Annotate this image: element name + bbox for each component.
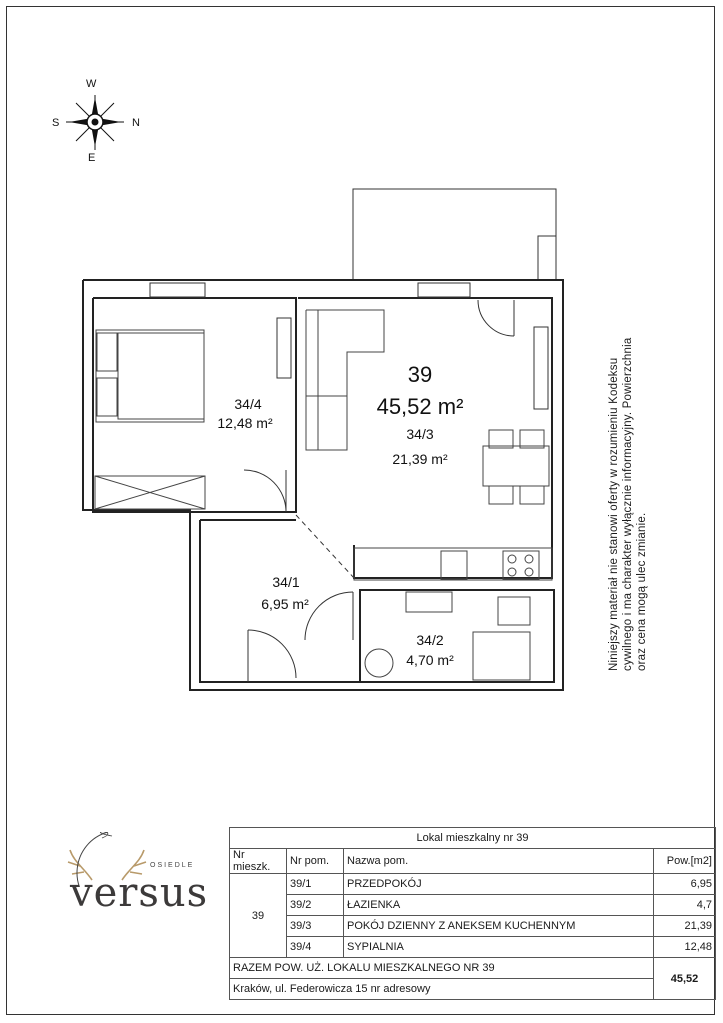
compass-e: E xyxy=(88,152,96,164)
hall-id: 34/1 xyxy=(272,574,300,590)
living-id: 34/3 xyxy=(406,426,434,442)
living-area: 21,39 m² xyxy=(392,451,448,467)
room-name: POKÓJ DZIENNY Z ANEKSEM KUCHENNYM xyxy=(344,916,654,937)
room-area: 12,48 xyxy=(654,937,716,958)
kitchen xyxy=(354,548,552,580)
total-label: RAZEM POW. UŻ. LOKALU MIESZKALNEGO NR 39 xyxy=(230,958,654,979)
table-row xyxy=(230,916,716,937)
bed xyxy=(95,330,205,509)
total-area: 45,52 xyxy=(654,958,716,1000)
table-row xyxy=(230,895,716,916)
room-no: 39/4 xyxy=(287,937,344,958)
sofa xyxy=(306,310,384,450)
room-area: 21,39 xyxy=(654,916,716,937)
table-row xyxy=(230,874,716,895)
room-name: ŁAZIENKA xyxy=(344,895,654,916)
bathroom-area: 4,70 m² xyxy=(406,652,454,668)
header-name: Nazwa pom. xyxy=(344,849,654,874)
room-name: SYPIALNIA xyxy=(344,937,654,958)
room-no: 39/2 xyxy=(287,895,344,916)
compass-w: W xyxy=(86,78,97,90)
apartment-area: 45,52 m² xyxy=(376,394,464,419)
header-room: Nr pom. xyxy=(287,849,344,874)
room-area: 6,95 xyxy=(654,874,716,895)
compass-n: N xyxy=(132,117,140,129)
room-table xyxy=(229,827,716,1000)
bedroom-id: 34/4 xyxy=(234,396,262,412)
header-apartment: Nr mieszk. xyxy=(230,849,287,874)
hall-area: 6,95 m² xyxy=(261,596,309,612)
address: Kraków, ul. Federowicza 15 nr adresowy xyxy=(230,979,654,1000)
bathroom-id: 34/2 xyxy=(416,632,444,648)
bedroom-area: 12,48 m² xyxy=(217,415,273,431)
logo-main-text: versus xyxy=(70,870,209,916)
table-row xyxy=(230,937,716,958)
room-no: 39/1 xyxy=(287,874,344,895)
apartment-cell: 39 xyxy=(230,874,287,958)
room-no: 39/3 xyxy=(287,916,344,937)
compass-s: S xyxy=(52,117,60,129)
compass-rose-icon xyxy=(66,95,124,150)
room-area: 4,7 xyxy=(654,895,716,916)
header-area: Pow.[m2] xyxy=(654,849,716,874)
apartment-number: 39 xyxy=(407,362,433,387)
dining-table xyxy=(483,430,549,504)
disclaimer-note: Niniejszy materiał nie stanowi oferty w rozumieniu Kodeksu cywilnego i ma charakter wyłącznie informacyjny. Powierzchnia oraz cena mogą ulec zmianie. xyxy=(608,337,648,671)
room-name: PRZEDPOKÓJ xyxy=(344,874,654,895)
windows xyxy=(150,283,548,409)
walls xyxy=(83,280,563,690)
logo-small-text: OSIEDLE xyxy=(150,862,195,869)
table-title: Lokal mieszkalny nr 39 xyxy=(230,828,716,849)
balcony xyxy=(353,189,556,280)
